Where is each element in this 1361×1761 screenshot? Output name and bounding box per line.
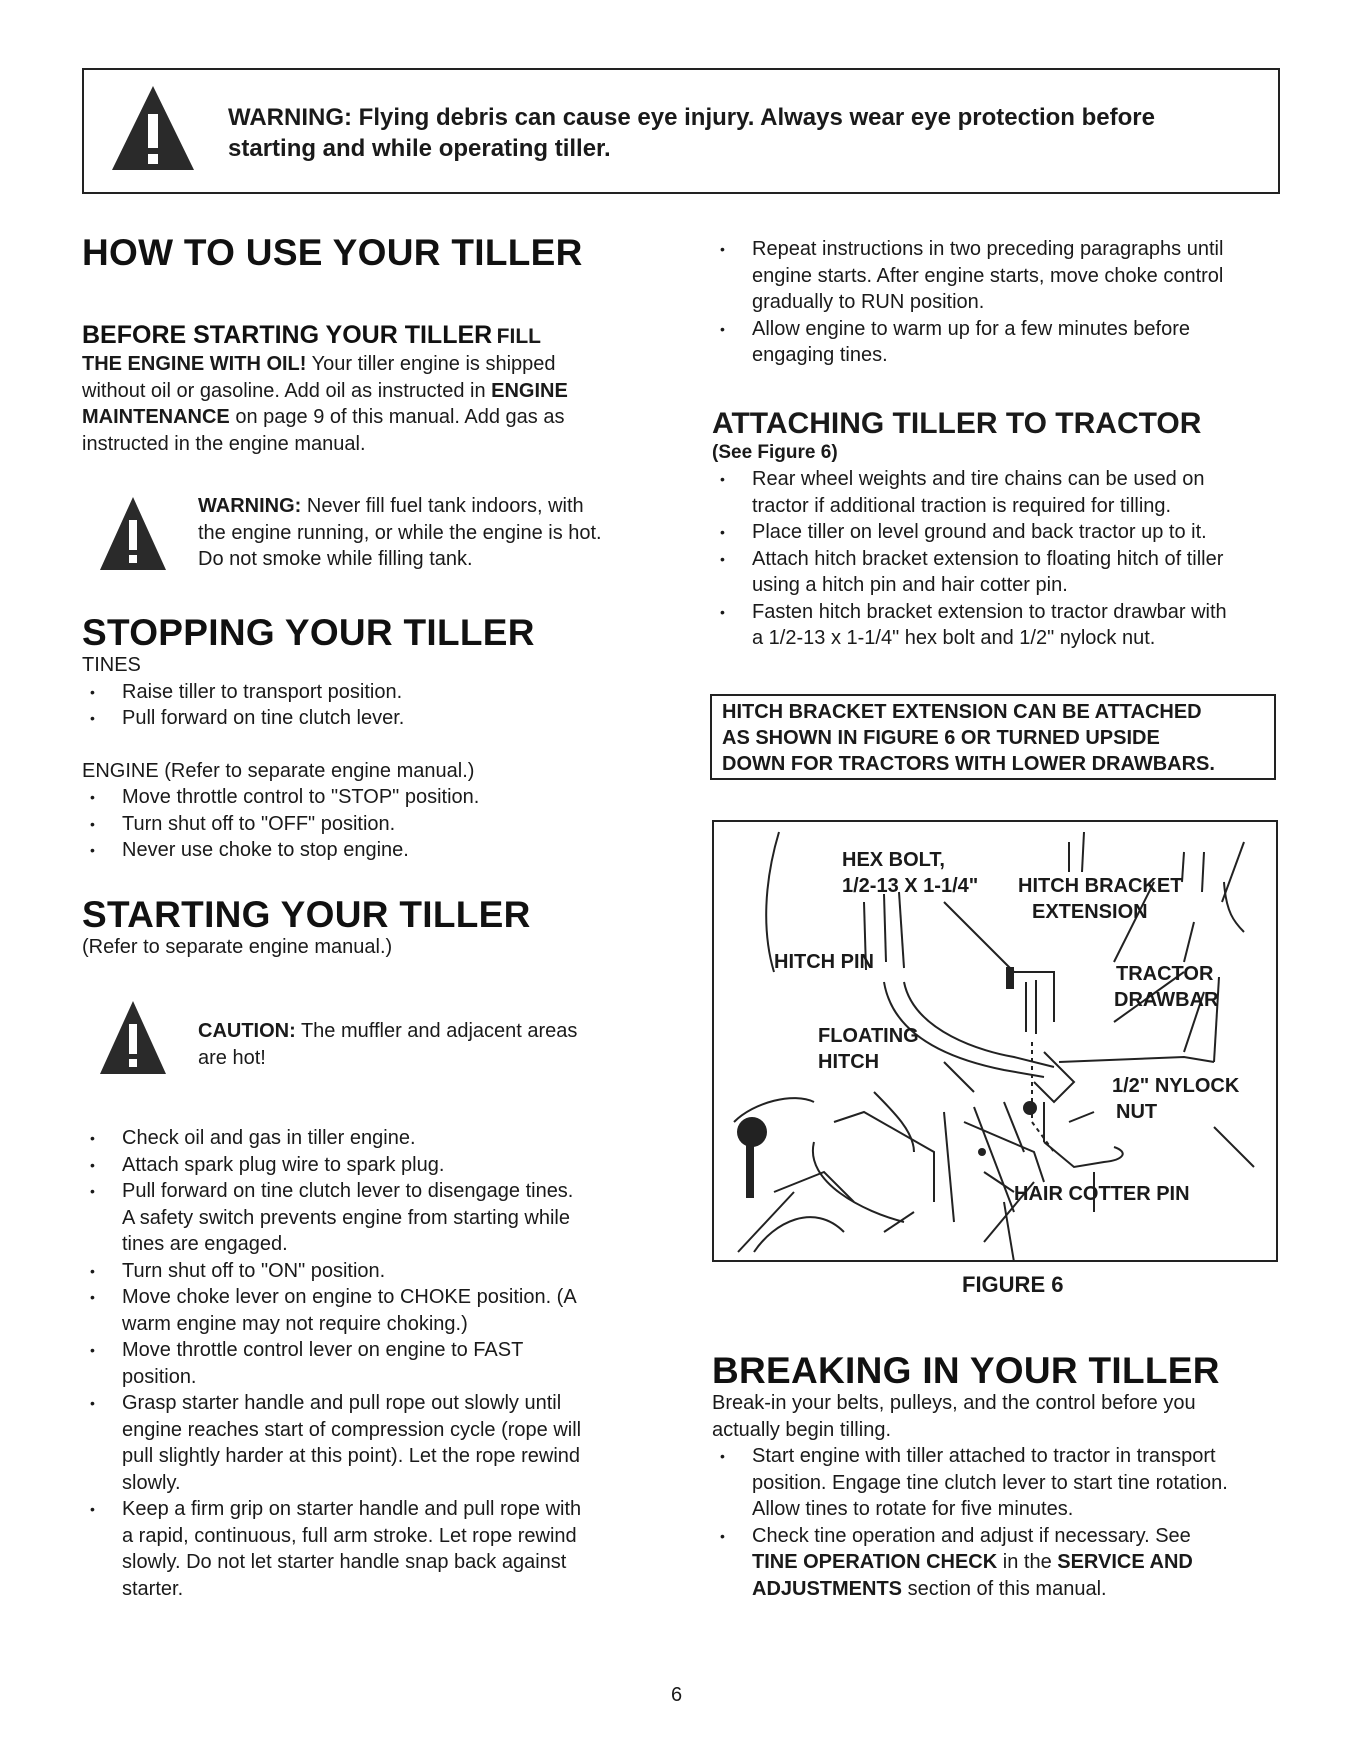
notice-l1: HITCH BRACKET EXTENSION CAN BE ATTACHED	[722, 701, 1202, 723]
label-hitch-bracket: HITCH BRACKET	[1018, 875, 1183, 897]
list-item	[82, 1284, 662, 1337]
fuel-warning-label: WARNING:	[198, 495, 302, 517]
how-to-use-title: HOW TO USE YOUR TILLER	[82, 232, 583, 273]
warning-triangle-icon	[98, 494, 168, 574]
r1c: gradually to RUN position.	[752, 291, 985, 313]
label-extension: EXTENSION	[1032, 901, 1148, 923]
top-warning-line1: WARNING: Flying debris can cause eye injury. Always wear eye protection before	[228, 104, 1155, 131]
r1b: engine starts. After engine starts, move choke control	[752, 264, 1224, 287]
before-l4: instructed in the engine manual.	[82, 432, 366, 455]
stopping-section	[82, 652, 642, 864]
notice-l3: DOWN FOR TRACTORS WITH LOWER DRAWBARS.	[722, 753, 1215, 775]
fuel-warning-l1: Never fill fuel tank indoors, with	[301, 495, 584, 517]
attaching-title: ATTACHING TILLER TO TRACTOR	[712, 407, 1202, 440]
engine-bold: ENGINE	[491, 379, 568, 402]
list-item: • Pull forward on tine clutch lever.	[82, 705, 642, 732]
starting-steps	[82, 1125, 662, 1602]
a4b: a 1/2-13 x 1-1/4" hex bolt and 1/2" nylock nut.	[752, 627, 1156, 649]
b3c: tines are engaged.	[122, 1233, 288, 1255]
fuel-warning-l3: Do not smoke while filling tank.	[198, 548, 473, 570]
k1b: position. Engage tine clutch lever to start tine rotation.	[752, 1471, 1228, 1494]
notice-l2: AS SHOWN IN FIGURE 6 OR TURNED UPSIDE	[722, 727, 1160, 749]
list-item	[82, 1390, 662, 1496]
label-tractor: TRACTOR	[1116, 963, 1214, 985]
list-item	[712, 1523, 1312, 1603]
b8d: starter.	[122, 1577, 184, 1600]
k2a: Check tine operation and adjust if necessary. See	[752, 1524, 1191, 1547]
list-item: • Never use choke to stop engine.	[82, 837, 642, 864]
before-l1: Your tiller engine is shipped	[306, 353, 556, 375]
top-warning-line2: starting and while operating tiller.	[228, 135, 611, 162]
b5b: warm engine may not require choking.)	[122, 1312, 468, 1335]
caution-note	[198, 1018, 658, 1071]
figure-caption: FIGURE 6	[962, 1272, 1064, 1297]
list-item	[82, 1337, 662, 1390]
list-item	[712, 466, 1302, 519]
list-item	[82, 1178, 662, 1258]
a1a: Rear wheel weights and tire chains can be used on	[752, 468, 1205, 490]
breaking-title: BREAKING IN YOUR TILLER	[712, 1350, 1220, 1391]
list-item: • Place tiller on level ground and back tractor up to it.	[712, 519, 1302, 546]
before-starting-paragraph	[82, 351, 642, 457]
label-nylock: 1/2" NYLOCK	[1112, 1075, 1240, 1097]
label-hex-size: 1/2-13 X 1-1/4"	[842, 875, 979, 897]
r1a: Repeat instructions in two preceding paragraphs until	[752, 238, 1224, 260]
figure-6-diagram	[712, 820, 1278, 1262]
label-floating: FLOATING	[818, 1025, 919, 1047]
k2c-rest: section of this manual.	[902, 1577, 1107, 1600]
engine-label: ENGINE (Refer to separate engine manual.)	[82, 759, 475, 782]
see-figure-6: (See Figure 6)	[712, 442, 838, 463]
label-hex-bolt: HEX BOLT,	[842, 849, 945, 871]
warning-triangle-icon	[110, 82, 196, 174]
label-hitch-pin: HITCH PIN	[774, 951, 874, 973]
b7d: slowly.	[122, 1471, 181, 1494]
caution-label: CAUTION:	[198, 1020, 296, 1042]
b6b: position.	[122, 1365, 197, 1388]
b7b: engine reaches start of compression cycle (rope will	[122, 1418, 582, 1441]
before-starting-heading	[82, 320, 541, 350]
list-item	[712, 599, 1302, 652]
breaking-intro-2: actually begin tilling.	[712, 1418, 891, 1441]
b7c: pull slightly harder at this point). Let the rope rewind	[122, 1445, 581, 1467]
page-number: 6	[671, 1684, 683, 1706]
k1c: Allow tines to rotate for five minutes.	[752, 1498, 1074, 1520]
b3b: A safety switch prevents engine from starting while	[122, 1206, 570, 1229]
b8c: slowly. Do not let starter handle snap back against	[122, 1551, 567, 1573]
b7a: Grasp starter handle and pull rope out slowly until	[122, 1392, 562, 1414]
service-and: SERVICE AND	[1057, 1551, 1193, 1573]
list-item	[712, 236, 1302, 316]
breaking-intro-1: Break-in your belts, pulleys, and the control before you	[712, 1392, 1196, 1414]
b5a: Move choke lever on engine to CHOKE position. (A	[122, 1286, 577, 1308]
b6a: Move throttle control lever on engine to FAST	[122, 1339, 524, 1361]
a3b: using a hitch pin and hair cotter pin.	[752, 574, 1068, 596]
k1a: Start engine with tiller attached to tractor in transport	[752, 1445, 1216, 1467]
tines-label: TINES	[82, 654, 141, 676]
label-hair-cotter-pin: HAIR COTTER PIN	[1014, 1183, 1190, 1205]
adjustments: ADJUSTMENTS	[752, 1577, 903, 1600]
hitch-notice-box	[710, 694, 1276, 780]
b8b: a rapid, continuous, full arm stroke. Let rope rewind	[122, 1524, 577, 1547]
starting-title: STARTING YOUR TILLER	[82, 894, 531, 935]
caution-l2: are hot!	[198, 1046, 266, 1069]
k2b-rest: in the	[997, 1551, 1058, 1573]
tine-operation-check: TINE OPERATION CHECK	[752, 1551, 998, 1573]
list-item: • Attach spark plug wire to spark plug.	[82, 1152, 662, 1179]
list-item	[712, 316, 1302, 369]
fuel-warning-l2: the engine running, or while the engine is hot.	[198, 521, 602, 544]
maintenance-bold: MAINTENANCE	[82, 406, 230, 428]
list-item: • Check oil and gas in tiller engine.	[82, 1125, 662, 1152]
before-heading-tail: FILL	[496, 325, 541, 348]
label-hitch: HITCH	[818, 1051, 880, 1073]
b3a: Pull forward on tine clutch lever to disengage tines.	[122, 1180, 574, 1202]
oil-bold: THE ENGINE WITH OIL!	[82, 353, 307, 375]
r2a: Allow engine to warm up for a few minutes before	[752, 317, 1190, 340]
list-item	[712, 1443, 1312, 1523]
before-starting-heading-text: BEFORE STARTING YOUR TILLER	[82, 321, 493, 349]
list-item	[712, 546, 1302, 599]
r2b: engaging tines.	[752, 344, 888, 366]
list-item: • Turn shut off to "OFF" position.	[82, 811, 642, 838]
before-l2: without oil or gasoline. Add oil as instructed in	[82, 379, 486, 402]
breaking-section	[712, 1390, 1312, 1602]
starting-sub: (Refer to separate engine manual.)	[82, 936, 393, 958]
a4a: Fasten hitch bracket extension to tractor drawbar with	[752, 600, 1227, 623]
fuel-warning	[198, 493, 658, 573]
hitch-illustration	[714, 822, 1276, 1260]
warning-triangle-icon	[98, 998, 168, 1078]
label-drawbar: DRAWBAR	[1114, 989, 1219, 1011]
before-l3: on page 9 of this manual. Add gas as	[229, 406, 565, 428]
list-item: • Raise tiller to transport position.	[82, 679, 642, 706]
a3a: Attach hitch bracket extension to floating hitch of tiller	[752, 547, 1224, 570]
list-item: • Turn shut off to "ON" position.	[82, 1258, 662, 1285]
b8a: Keep a firm grip on starter handle and pull rope with	[122, 1498, 582, 1520]
stopping-title: STOPPING YOUR TILLER	[82, 612, 535, 653]
a1b: tractor if additional traction is required for tilling.	[752, 494, 1172, 517]
list-item: • Move throttle control to "STOP" position.	[82, 784, 642, 811]
attaching-steps	[712, 466, 1302, 652]
caution-l1: The muffler and adjacent areas	[295, 1020, 578, 1042]
starting-continued	[712, 236, 1302, 369]
list-item	[82, 1496, 662, 1602]
label-nut: NUT	[1116, 1101, 1158, 1123]
